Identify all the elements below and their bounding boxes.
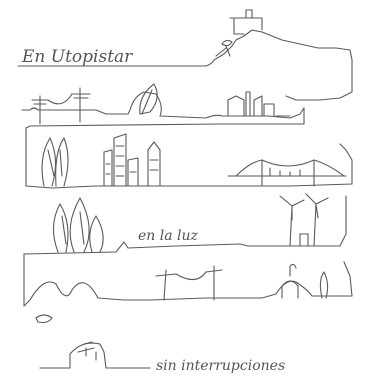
power-pole-icon bbox=[32, 88, 90, 124]
bottom-text: sin interrupciones bbox=[156, 358, 286, 374]
bridge-icon bbox=[228, 160, 346, 186]
middle-text: en la luz bbox=[138, 228, 198, 244]
cypress-trees-icon bbox=[42, 138, 68, 186]
wind-turbine-icon bbox=[280, 194, 328, 246]
power-pole-icon-2 bbox=[156, 266, 222, 300]
house-icon bbox=[40, 342, 150, 368]
town-icon bbox=[228, 92, 290, 116]
trees-icon bbox=[53, 198, 103, 252]
city-buildings-icon bbox=[104, 134, 160, 186]
title-text: En Utopistar bbox=[22, 47, 133, 67]
castle-icon bbox=[216, 10, 262, 56]
row-5-frame bbox=[24, 254, 352, 306]
dome-building-icon bbox=[282, 264, 328, 298]
small-scribble bbox=[36, 315, 52, 323]
leaf-icon bbox=[140, 84, 157, 114]
